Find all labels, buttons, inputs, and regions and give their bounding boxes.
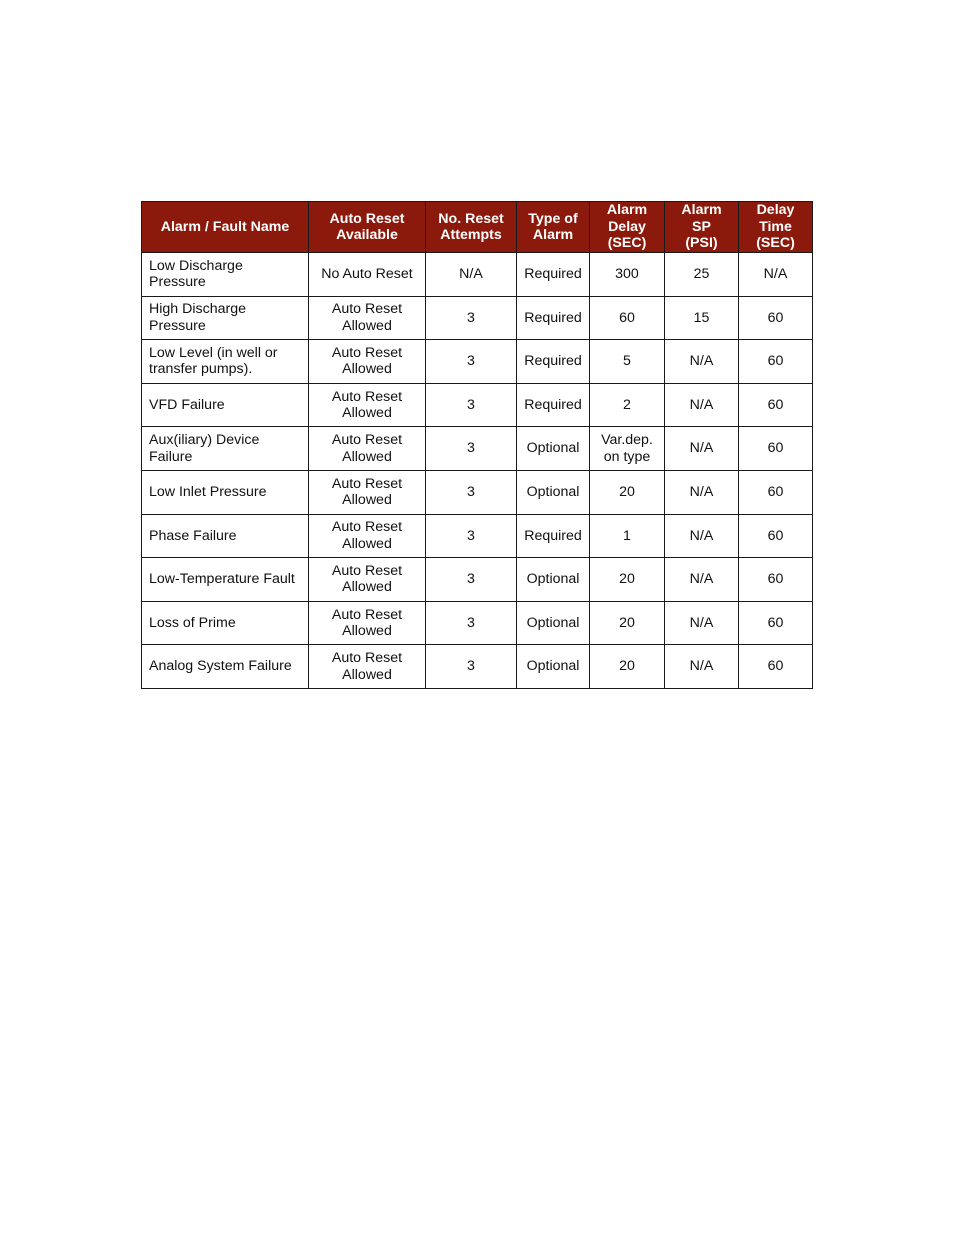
cell-no-reset-attempts: N/A <box>426 253 517 297</box>
cell-alarm-delay: 1 <box>590 514 665 558</box>
table-row <box>142 427 813 471</box>
header-type-of-alarm: Type of Alarm <box>517 202 590 253</box>
cell-alarm-sp: 15 <box>665 296 739 340</box>
cell-alarm-fault-name: Low Inlet Pressure <box>142 470 309 514</box>
header-alarm-delay: Alarm Delay (SEC) <box>590 202 665 253</box>
cell-auto-reset-available: Auto Reset Allowed <box>309 427 426 471</box>
table-row <box>142 296 813 340</box>
cell-type-of-alarm: Required <box>517 253 590 297</box>
cell-auto-reset-available: Auto Reset Allowed <box>309 340 426 384</box>
cell-delay-time: 60 <box>739 558 813 602</box>
cell-alarm-delay: 60 <box>590 296 665 340</box>
cell-alarm-fault-name: Loss of Prime <box>142 601 309 645</box>
table-row <box>142 558 813 602</box>
table-row <box>142 645 813 689</box>
cell-no-reset-attempts: 3 <box>426 427 517 471</box>
alarm-fault-table <box>141 201 813 689</box>
cell-type-of-alarm: Optional <box>517 645 590 689</box>
cell-alarm-delay: 20 <box>590 558 665 602</box>
cell-alarm-fault-name: Low Level (in well or transfer pumps). <box>142 340 309 384</box>
cell-alarm-sp: N/A <box>665 340 739 384</box>
cell-alarm-delay: 20 <box>590 645 665 689</box>
cell-no-reset-attempts: 3 <box>426 470 517 514</box>
cell-auto-reset-available: Auto Reset Allowed <box>309 601 426 645</box>
cell-alarm-sp: N/A <box>665 427 739 471</box>
cell-alarm-fault-name: Phase Failure <box>142 514 309 558</box>
cell-auto-reset-available: Auto Reset Allowed <box>309 296 426 340</box>
cell-alarm-delay: 300 <box>590 253 665 297</box>
cell-no-reset-attempts: 3 <box>426 558 517 602</box>
table-row <box>142 253 813 297</box>
cell-delay-time: 60 <box>739 645 813 689</box>
cell-alarm-sp: N/A <box>665 470 739 514</box>
cell-alarm-fault-name: Analog System Failure <box>142 645 309 689</box>
cell-alarm-sp: N/A <box>665 514 739 558</box>
cell-delay-time: N/A <box>739 253 813 297</box>
cell-delay-time: 60 <box>739 340 813 384</box>
header-alarm-sp: Alarm SP (PSI) <box>665 202 739 253</box>
cell-no-reset-attempts: 3 <box>426 296 517 340</box>
cell-alarm-fault-name: High Discharge Pressure <box>142 296 309 340</box>
cell-alarm-sp: N/A <box>665 601 739 645</box>
cell-alarm-sp: N/A <box>665 383 739 427</box>
table-header-row <box>142 202 813 253</box>
cell-alarm-sp: N/A <box>665 558 739 602</box>
cell-no-reset-attempts: 3 <box>426 601 517 645</box>
cell-delay-time: 60 <box>739 427 813 471</box>
cell-auto-reset-available: No Auto Reset <box>309 253 426 297</box>
table-body <box>142 253 813 689</box>
cell-type-of-alarm: Optional <box>517 470 590 514</box>
cell-type-of-alarm: Required <box>517 296 590 340</box>
cell-alarm-delay: 20 <box>590 470 665 514</box>
cell-no-reset-attempts: 3 <box>426 645 517 689</box>
table-row <box>142 514 813 558</box>
header-delay-time: Delay Time (SEC) <box>739 202 813 253</box>
cell-delay-time: 60 <box>739 601 813 645</box>
cell-alarm-delay: 5 <box>590 340 665 384</box>
cell-alarm-delay: Var.dep. on type <box>590 427 665 471</box>
cell-alarm-fault-name: Aux(iliary) Device Failure <box>142 427 309 471</box>
cell-alarm-delay: 2 <box>590 383 665 427</box>
cell-alarm-sp: N/A <box>665 645 739 689</box>
cell-no-reset-attempts: 3 <box>426 383 517 427</box>
cell-type-of-alarm: Required <box>517 383 590 427</box>
table-row <box>142 470 813 514</box>
cell-alarm-sp: 25 <box>665 253 739 297</box>
cell-delay-time: 60 <box>739 470 813 514</box>
cell-auto-reset-available: Auto Reset Allowed <box>309 383 426 427</box>
cell-type-of-alarm: Optional <box>517 601 590 645</box>
cell-delay-time: 60 <box>739 383 813 427</box>
cell-alarm-delay: 20 <box>590 601 665 645</box>
cell-type-of-alarm: Required <box>517 340 590 384</box>
cell-auto-reset-available: Auto Reset Allowed <box>309 558 426 602</box>
cell-type-of-alarm: Required <box>517 514 590 558</box>
cell-alarm-fault-name: VFD Failure <box>142 383 309 427</box>
header-alarm-fault-name: Alarm / Fault Name <box>142 202 309 253</box>
table-row <box>142 601 813 645</box>
cell-auto-reset-available: Auto Reset Allowed <box>309 514 426 558</box>
cell-alarm-fault-name: Low Discharge Pressure <box>142 253 309 297</box>
cell-type-of-alarm: Optional <box>517 558 590 602</box>
cell-no-reset-attempts: 3 <box>426 340 517 384</box>
cell-alarm-fault-name: Low-Temperature Fault <box>142 558 309 602</box>
cell-delay-time: 60 <box>739 514 813 558</box>
header-auto-reset-available: Auto Reset Available <box>309 202 426 253</box>
cell-auto-reset-available: Auto Reset Allowed <box>309 470 426 514</box>
cell-no-reset-attempts: 3 <box>426 514 517 558</box>
table-row <box>142 340 813 384</box>
cell-auto-reset-available: Auto Reset Allowed <box>309 645 426 689</box>
cell-delay-time: 60 <box>739 296 813 340</box>
table-row <box>142 383 813 427</box>
cell-type-of-alarm: Optional <box>517 427 590 471</box>
header-no-reset-attempts: No. Reset Attempts <box>426 202 517 253</box>
